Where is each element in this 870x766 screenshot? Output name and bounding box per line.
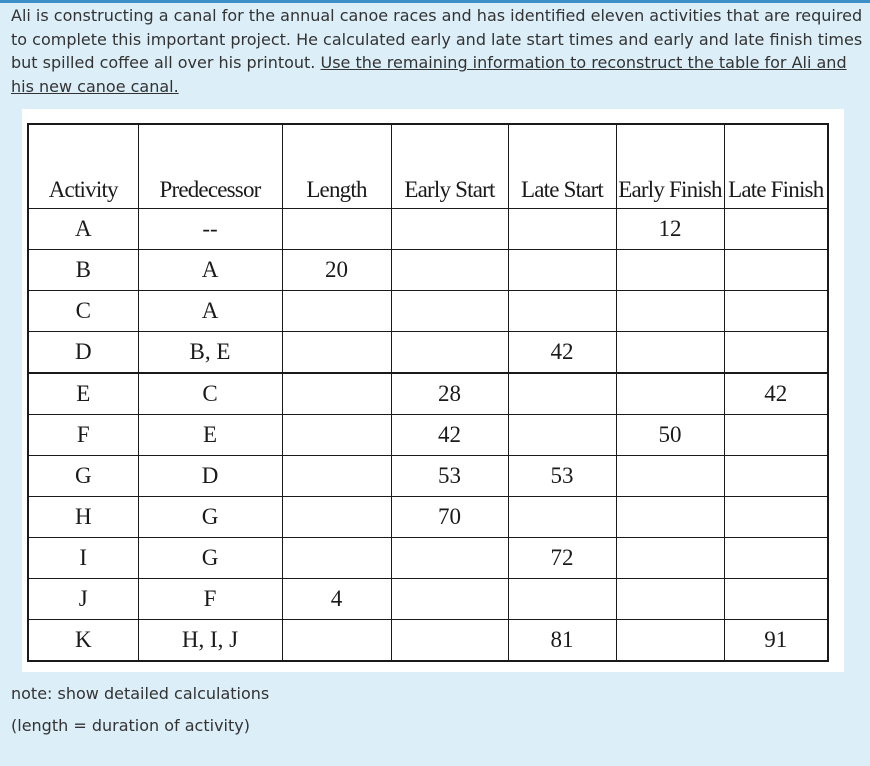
cell-early-finish (616, 373, 724, 415)
table-row (28, 579, 828, 620)
question-instruction: Use the remaining information to reconstruct the table for Ali and his new canoe canal. (11, 53, 847, 96)
activity-table (27, 123, 829, 662)
cell-activity: C (28, 291, 138, 332)
cell-activity: G (28, 456, 138, 497)
cell-late-finish (724, 538, 828, 579)
cell-late-start (508, 250, 616, 291)
table-row (28, 497, 828, 538)
cell-activity: J (28, 579, 138, 620)
note-length: (length = duration of activity) (11, 716, 250, 735)
cell-early-start (391, 291, 508, 332)
note-calculations: note: show detailed calculations (11, 684, 270, 703)
cell-predecessor: B, E (138, 332, 282, 374)
cell-length (282, 456, 391, 497)
header-predecessor: Predecessor (138, 124, 282, 209)
table-body (28, 209, 828, 662)
cell-activity: K (28, 620, 138, 662)
cell-predecessor: G (138, 497, 282, 538)
question-text (11, 4, 863, 98)
cell-late-finish (724, 415, 828, 456)
cell-late-start: 42 (508, 332, 616, 374)
cell-early-start: 70 (391, 497, 508, 538)
cell-early-start: 28 (391, 373, 508, 415)
cell-activity: A (28, 209, 138, 250)
cell-length (282, 209, 391, 250)
cell-activity: E (28, 373, 138, 415)
table-row (28, 620, 828, 662)
cell-late-start (508, 209, 616, 250)
cell-early-start: 42 (391, 415, 508, 456)
cell-early-start (391, 250, 508, 291)
cell-length: 20 (282, 250, 391, 291)
table-header-row (28, 124, 828, 209)
cell-early-start: 53 (391, 456, 508, 497)
cell-late-start (508, 579, 616, 620)
cell-late-start: 53 (508, 456, 616, 497)
cell-early-finish (616, 620, 724, 662)
cell-early-finish: 50 (616, 415, 724, 456)
header-late-start: Late Start (508, 124, 616, 209)
cell-length (282, 291, 391, 332)
cell-activity: H (28, 497, 138, 538)
cell-late-finish: 42 (724, 373, 828, 415)
cell-activity: D (28, 332, 138, 374)
cell-early-finish: 12 (616, 209, 724, 250)
cell-early-start (391, 209, 508, 250)
cell-predecessor: A (138, 291, 282, 332)
table-row (28, 332, 828, 374)
cell-late-finish (724, 250, 828, 291)
cell-predecessor: F (138, 579, 282, 620)
cell-activity: B (28, 250, 138, 291)
table-row (28, 538, 828, 579)
cell-predecessor: E (138, 415, 282, 456)
cell-early-finish (616, 538, 724, 579)
cell-early-finish (616, 456, 724, 497)
cell-late-finish (724, 456, 828, 497)
cell-predecessor: D (138, 456, 282, 497)
cell-predecessor: C (138, 373, 282, 415)
cell-late-start (508, 497, 616, 538)
cell-late-start (508, 373, 616, 415)
cell-activity: I (28, 538, 138, 579)
cell-late-finish (724, 497, 828, 538)
cell-length (282, 415, 391, 456)
cell-length (282, 620, 391, 662)
cell-predecessor: A (138, 250, 282, 291)
cell-early-finish (616, 579, 724, 620)
top-border (0, 0, 870, 3)
header-early-start: Early Start (391, 124, 508, 209)
cell-early-finish (616, 497, 724, 538)
cell-late-finish (724, 209, 828, 250)
cell-late-finish: 91 (724, 620, 828, 662)
table-row (28, 415, 828, 456)
cell-early-start (391, 620, 508, 662)
cell-late-finish (724, 332, 828, 374)
cell-early-start (391, 538, 508, 579)
header-late-finish: Late Finish (724, 124, 828, 209)
cell-activity: F (28, 415, 138, 456)
cell-predecessor: -- (138, 209, 282, 250)
cell-late-finish (724, 579, 828, 620)
header-early-finish: Early Finish (616, 124, 724, 209)
cell-length (282, 538, 391, 579)
cell-length (282, 332, 391, 374)
cell-early-finish (616, 291, 724, 332)
cell-late-start: 81 (508, 620, 616, 662)
cell-predecessor: H, I, J (138, 620, 282, 662)
table-row (28, 291, 828, 332)
table-row (28, 250, 828, 291)
cell-late-start (508, 291, 616, 332)
cell-length (282, 497, 391, 538)
cell-late-start: 72 (508, 538, 616, 579)
cell-late-start (508, 415, 616, 456)
cell-early-start (391, 332, 508, 374)
cell-late-finish (724, 291, 828, 332)
cell-early-finish (616, 332, 724, 374)
cell-length (282, 373, 391, 415)
table-row (28, 373, 828, 415)
table-image (22, 109, 844, 672)
table-row (28, 209, 828, 250)
question-body: Ali is constructing a canal for the annual canoe races and has identified eleven activities that are required to complete this important project. He calculated early and late start times and early and late finish times but spilled coffee all over his printout. (11, 6, 863, 73)
cell-length: 4 (282, 579, 391, 620)
header-length: Length (282, 124, 391, 209)
table-row (28, 456, 828, 497)
cell-early-start (391, 579, 508, 620)
cell-predecessor: G (138, 538, 282, 579)
header-activity: Activity (28, 124, 138, 209)
cell-early-finish (616, 250, 724, 291)
